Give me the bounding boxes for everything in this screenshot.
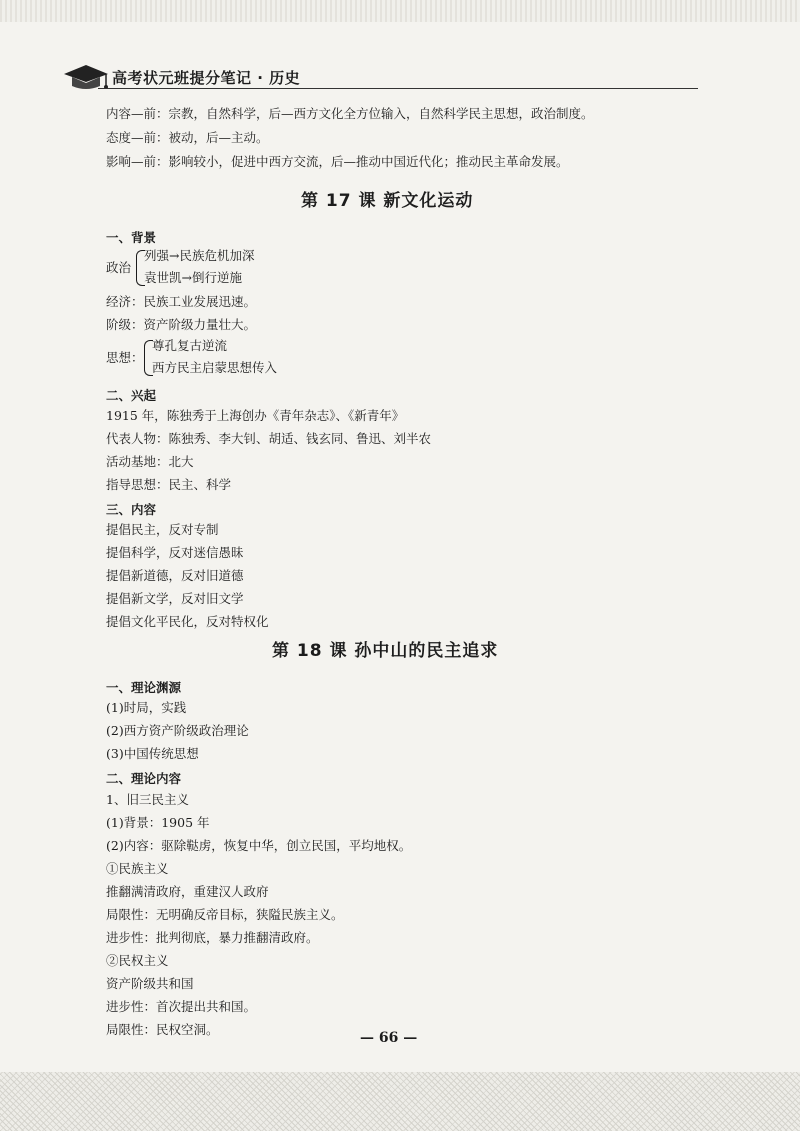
- source-line: (1)时局，实践: [106, 700, 187, 715]
- thought-brace-group: [106, 338, 406, 378]
- content-line: 提倡新道德，反对旧道德: [106, 568, 244, 583]
- rise-line: 1915 年，陈独秀于上海创办《青年杂志》、《新青年》: [106, 408, 405, 423]
- scan-noise-bottom: [0, 1072, 800, 1131]
- brace-item: 西方民主启蒙思想传入: [152, 360, 278, 375]
- header-rule: [98, 88, 698, 89]
- brace-item: 列强→民族危机加深: [144, 248, 255, 263]
- theory-line: (1)背景：1905 年: [106, 815, 210, 830]
- source-line: (3)中国传统思想: [106, 746, 199, 761]
- theory-line: ①民族主义: [106, 861, 169, 876]
- theory-line: ②民权主义: [106, 953, 169, 968]
- brace-item: 袁世凯→倒行逆施: [144, 270, 242, 285]
- book-title: 高考状元班提分笔记 · 历史: [112, 69, 301, 87]
- brace-label: 思想：: [106, 350, 144, 365]
- theory-line: 局限性：民权空洞。: [106, 1022, 219, 1037]
- intro-line: 态度—前：被动，后—主动。: [106, 130, 269, 145]
- content-line: 提倡文化平民化，反对特权化: [106, 614, 269, 629]
- rise-line: 代表人物：陈独秀、李大钊、胡适、钱玄同、鲁迅、刘半农: [106, 431, 432, 446]
- page-header: [62, 62, 702, 94]
- rise-line: 指导思想：民主、科学: [106, 477, 232, 492]
- theory-line: 1、旧三民主义: [106, 792, 189, 807]
- content-line: 提倡科学，反对迷信愚昧: [106, 545, 244, 560]
- class-line: 阶级：资产阶级力量壮大。: [106, 317, 257, 332]
- lesson-18-title: 第 18 课 孙中山的民主追求: [272, 641, 499, 661]
- section-heading: 三、内容: [106, 502, 157, 517]
- section-heading: 一、理论渊源: [106, 680, 182, 695]
- theory-line: 进步性：首次提出共和国。: [106, 999, 257, 1014]
- brace-label: 政治: [106, 260, 132, 275]
- section-heading: 二、兴起: [106, 388, 157, 403]
- content-line: 提倡民主，反对专制: [106, 522, 219, 537]
- theory-line: 局限性：无明确反帝目标，狭隘民族主义。: [106, 907, 344, 922]
- page-number: — 66 —: [360, 1030, 418, 1046]
- intro-line: 内容—前：宗教，自然科学，后—西方文化全方位输入，自然科学民主思想，政治制度。: [106, 106, 594, 121]
- politics-brace-group: [106, 248, 406, 288]
- lesson-17-title: 第 17 课 新文化运动: [301, 191, 474, 211]
- theory-line: 进步性：批判彻底，暴力推翻清政府。: [106, 930, 319, 945]
- theory-line: 资产阶级共和国: [106, 976, 194, 991]
- section-heading: 一、背景: [106, 230, 157, 245]
- brace-item: 尊孔复古逆流: [152, 338, 228, 353]
- intro-line: 影响—前：影响较小，促进中西方交流，后—推动中国近代化；推动民主革命发展。: [106, 154, 569, 169]
- economy-line: 经济：民族工业发展迅速。: [106, 294, 257, 309]
- theory-line: 推翻满清政府，重建汉人政府: [106, 884, 269, 899]
- section-heading: 二、理论内容: [106, 771, 182, 786]
- content-line: 提倡新文学，反对旧文学: [106, 591, 244, 606]
- scan-noise-top: [0, 0, 800, 22]
- source-line: (2)西方资产阶级政治理论: [106, 723, 249, 738]
- rise-line: 活动基地：北大: [106, 454, 194, 469]
- theory-line: (2)内容：驱除鞑虏，恢复中华，创立民国，平均地权。: [106, 838, 412, 853]
